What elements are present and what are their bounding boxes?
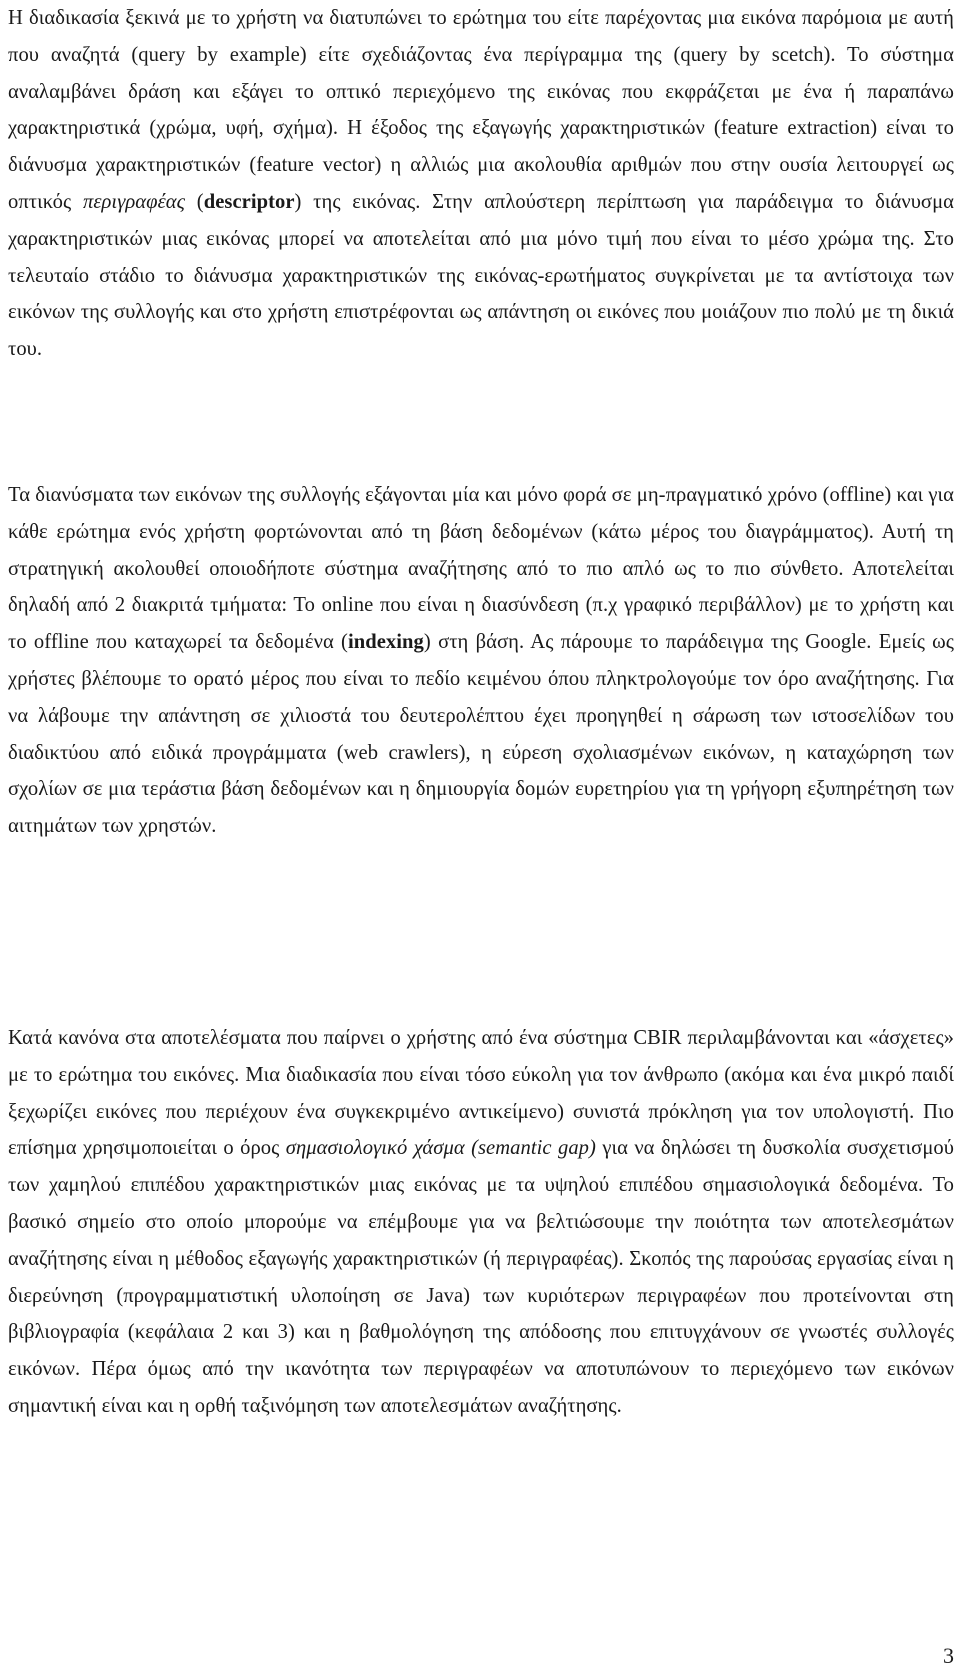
- paragraph-text: ) στη βάση. Ας πάρουμε το παράδειγμα της Google. Εμείς ως χρήστες βλέπουμε το ορατό μέρος που είναι το πεδίο κειμένου όπου πληκτρολογούμε τον όρο αναζήτησης. Για να λάβουμε την απάντηση σε χιλιοστά του δευτερολέπτου έχει προηγηθεί η σάρωση των ιστοσελίδων του διαδικτύου από ειδικά προγράμματα (web crawlers), η εύρεση σχολιασμένων εικόνων, η καταχώρηση των σχολίων σε μια τεράστια βάση δεδομένων και η δημιουργία δομών ευρετηρίου για τη γρήγορη εξυπηρέτηση των αιτημάτων των χρηστών.: [8, 631, 954, 838]
- paragraph-text: Η διαδικασία ξεκινά με το χρήστη να διατυπώνει το ερώτημα του είτε παρέχοντας μια εικόνα παρόμοια με αυτή που αναζητά (query by example) είτε σχεδιάζοντας ένα περίγραμμα της (query by scetch). Το σύστημα αναλαμβάνει δράση και εξάγει το οπτικό περιεχόμενο της εικόνας που εκφράζεται με ένα ή παραπάνω χαρακτηριστικά (χρώμα, υφή, σχήμα). Η έξοδος της εξαγωγής χαρακτηριστικών (feature extraction) είναι το διάνυσμα χαρακτηριστικών (feature vector) η αλλιώς μια ακολουθία αριθμών που στην ουσία λειτουργεί ως οπτικός: [8, 7, 954, 213]
- paragraph-text: Τα διανύσματα των εικόνων της συλλογής εξάγονται μία και μόνο φορά σε μη-πραγματικό χρόνο (offline) και για κάθε ερώτημα ενός χρήστη φορτώνονται από τη βάση δεδομένων (κάτω μέρος του διαγράμματος). Αυτή τη στρατηγική ακολουθεί οποιοδήποτε σύστημα αναζήτησης από το πιο απλό ως το πιο σύνθετο. Αποτελείται δηλαδή από 2 διακριτά τμήματα: Το online που είναι η διασύνδεση (π.χ γραφικό περιβάλλον) με το χρήστη και το offline που καταχωρεί τα δεδομένα (: [8, 484, 954, 654]
- page-number: 3: [943, 1643, 954, 1668]
- paragraph-semantic-gap: [8, 1020, 954, 1425]
- paragraph-offline-indexing: [8, 477, 954, 845]
- emphasis-descriptor-term: περιγραφέας: [82, 190, 186, 213]
- paragraph-text: για να δηλώσει τη δυσκολία συσχετισμού των χαμηλού επιπέδου χαρακτηριστικών μιας εικόνας με τα υψηλού επιπέδου σημασιολογικά δεδομένα. Το βασικό σημείο στο οποίο μπορούμε να επέμβουμε για να βελτιώσουμε την ποιότητα των αποτελεσμάτων αναζήτησης είναι η μέθοδος εξαγωγής χαρακτηριστικών (ή περιγραφέας). Σκοπός της παρούσας εργασίας είναι η διερεύνηση (προγραμματιστική υλοποίηση σε Java) των κυριότερων περιγραφέων που προτείνονται στη βιβλιογραφία (κεφάλαια 2 και 3) και η βαθμολόγηση της απόδοσης που επιτυγχάνουν σε γνωστές συλλογές εικόνων. Πέρα όμως από την ικανότητα των περιγραφέων να αποτυπώνουν το περιεχόμενο των εικόνων σημαντική είναι και η ορθή ταξινόμηση των αποτελεσμάτων αναζήτησης.: [8, 1137, 955, 1417]
- bold-term-indexing: indexing: [347, 631, 424, 654]
- paragraph-text: Κατά κανόνα στα αποτελέσματα που παίρνει ο χρήστης από ένα σύστημα CBIR περιλαμβάνονται και «άσχετες» με το ερώτημα του εικόνες. Μια διαδικασία που είναι τόσο εύκολη για τον άνθρωπο (ακόμα και ένα μικρό παιδί ξεχωρίζει εικόνες που περιέχουν ένα συγκεκριμένο αντικείμενο) συνιστά πρόκληση για τον υπολογιστή. Πιο επίσημα χρησιμοποιείται ο όρος: [8, 1027, 954, 1160]
- paragraph-query-process: [8, 0, 954, 368]
- emphasis-semantic-gap: σημασιολογικό χάσμα (semantic gap): [285, 1137, 596, 1160]
- bold-term-descriptor: descriptor: [203, 190, 295, 213]
- paragraph-text: (: [185, 190, 204, 213]
- paragraph-text: ) της εικόνας. Στην απλούστερη περίπτωση για παράδειγμα το διάνυσμα χαρακτηριστικών μιας εικόνας μπορεί να αποτελείται από μια μόνο τιμή που είναι το μέσο χρώμα της. Στο τελευταίο στάδιο το διάνυσμα χαρακτηριστικών της εικόνας-ερωτήματος συγκρίνεται με τα αντίστοιχα των εικόνων της συλλογής και στο χρήστη επιστρέφονται ως απάντηση οι εικόνες που μοιάζουν πιο πολύ με τη δικιά του.: [8, 190, 955, 361]
